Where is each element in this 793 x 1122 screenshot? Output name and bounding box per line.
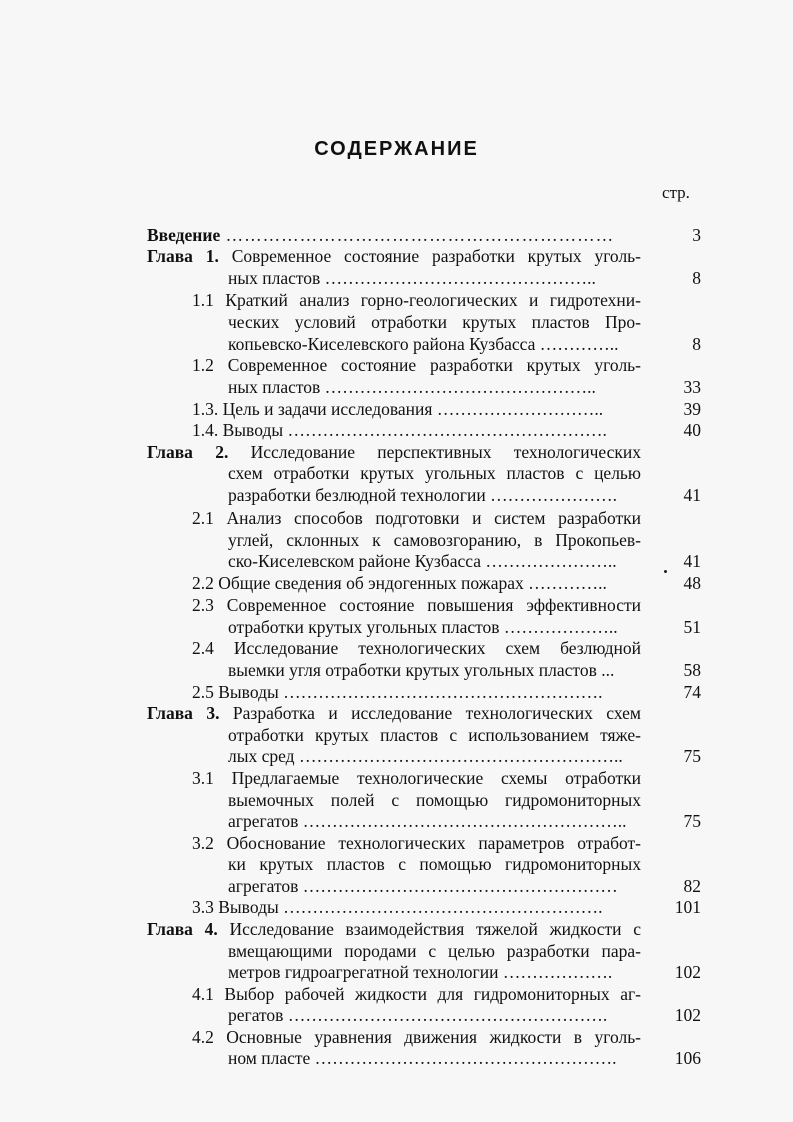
entry-page: 58 <box>683 660 701 680</box>
entry-text: 1.2 Современное состояние разработки крутых уголь- <box>192 355 641 375</box>
entry-page: 101 <box>674 897 701 917</box>
entry-text: 4.2 Основные уравнения движения жидкости в уголь- <box>192 1027 641 1047</box>
entry-text: ных пластов ……………………………………….. <box>228 377 596 397</box>
entry-page: 75 <box>683 811 701 831</box>
entry-text: 2.1 Анализ способов подготовки и систем разработки <box>192 508 641 528</box>
entry-text: 1.1 Краткий анализ горно-геологических и гидротехни- <box>192 290 641 310</box>
page-column-label: стр. <box>662 183 690 202</box>
entry-text: выемки угля отработки крутых угольных пластов ... <box>228 660 615 680</box>
entry-text: 2.2 Общие сведения об эндогенных пожарах ………….. <box>192 573 607 593</box>
entry-text: ……………………………………………………… <box>220 225 615 245</box>
entry-label: Глава 4. <box>147 919 218 939</box>
entry-text: углей, склонных к самовозгоранию, в Прокопьев- <box>228 530 641 550</box>
entry-page: 74 <box>683 682 701 702</box>
entry-text: 1.3. Цель и задачи исследования ……………………….. <box>192 399 604 419</box>
entry-text: 3.1 Предлагаемые технологические схемы отработки <box>192 768 641 788</box>
entry-page: 41 <box>683 551 701 571</box>
entry-page: 8 <box>692 334 701 354</box>
entry-text: 2.5 Выводы ………………………………………………. <box>192 682 603 702</box>
entry-label: Глава 3. <box>147 703 220 723</box>
entry-text: разработки безлюдной технологии …………………. <box>228 485 617 505</box>
entry-text: агрегатов ……………………………………………… <box>228 876 618 896</box>
entry-page: 39 <box>683 399 701 419</box>
entry-page: 82 <box>683 876 701 896</box>
entry-text: ных пластов ……………………………………….. <box>228 268 596 288</box>
entry-text: Исследование перспективных технологических <box>228 442 641 462</box>
entry-text: Разработка и исследование технологических схем <box>219 703 641 723</box>
entry-label: Введение <box>147 225 221 245</box>
entry-text: копьевско-Киселевского района Кузбасса ………….. <box>228 334 619 354</box>
entry-text: 1.4. Выводы ………………………………………………. <box>192 420 607 440</box>
page-title: СОДЕРЖАНИЕ <box>314 138 479 160</box>
entry-page: 33 <box>683 377 701 397</box>
entry-page: 106 <box>674 1048 701 1068</box>
entry-text: 2.4 Исследование технологических схем безлюдной <box>192 638 641 658</box>
entry-text: схем отработки крутых угольных пластов с целью <box>228 463 641 483</box>
entry-page: 8 <box>692 268 701 288</box>
entry-text: ном пласте ……………………………………………. <box>228 1048 617 1068</box>
entry-text: ческих условий отработки крутых пластов Про- <box>228 312 641 332</box>
entry-text: 3.2 Обоснование технологических параметров отработ- <box>192 833 641 853</box>
entry-page: 40 <box>683 420 701 440</box>
entry-text: 2.3 Современное состояние повышения эффективности <box>192 595 641 615</box>
entry-page: 51 <box>683 617 701 637</box>
entry-text: 4.1 Выбор рабочей жидкости для гидромониторных аг- <box>192 984 641 1004</box>
entry-page: 3 <box>692 225 701 245</box>
entry-page: 41 <box>683 485 701 505</box>
entry-page: 75 <box>683 746 701 766</box>
entry-text: отработки крутых пластов с использованием тяже- <box>228 725 641 745</box>
scan-speck <box>664 570 667 573</box>
entry-page: 102 <box>674 962 701 982</box>
entry-label: Глава 1. <box>147 246 219 266</box>
entry-text: отработки крутых угольных пластов ……………….. <box>228 617 618 637</box>
entry-text: 3.3 Выводы ………………………………………………. <box>192 897 603 917</box>
entry-text: ско-Киселевском районе Кузбасса ………………….. <box>228 551 617 571</box>
entry-text: выемочных полей с помощью гидромониторных <box>228 790 641 810</box>
entry-text: ки крутых пластов с помощью гидромониторных <box>228 854 641 874</box>
entry-text: вмещающими породами с целью разработки пара- <box>228 941 641 961</box>
entry-text: лых сред ……………………………………………….. <box>228 746 623 766</box>
entry-text: регатов ………………………………………………. <box>228 1005 608 1025</box>
entry-page: 48 <box>683 573 701 593</box>
entry-label: Глава 2. <box>147 442 229 462</box>
entry-page: 102 <box>674 1005 701 1025</box>
entry-text: агрегатов ……………………………………………….. <box>228 811 627 831</box>
entry-text: Исследование взаимодействия тяжелой жидкости с <box>217 919 641 939</box>
entry-text: метров гидроагрегатной технологии ………………. <box>228 962 613 982</box>
entry-text: Современное состояние разработки крутых уголь- <box>218 246 641 266</box>
